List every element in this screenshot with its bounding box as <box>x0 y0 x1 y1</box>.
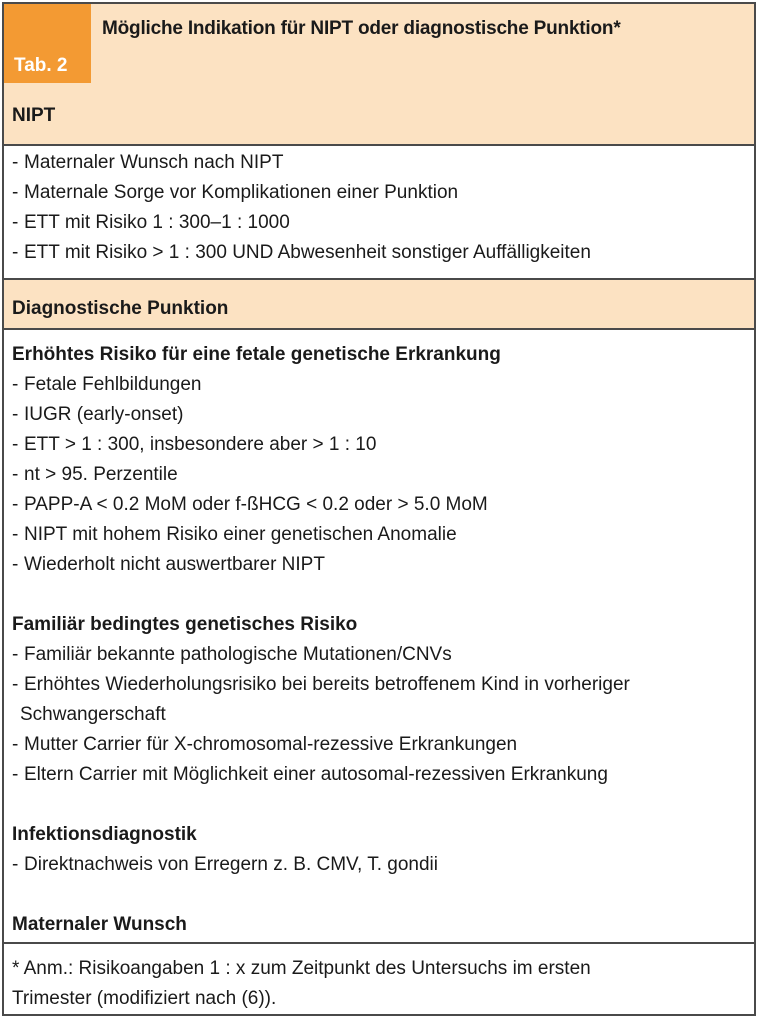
list-item: - ETT mit Risiko 1 : 300–1 : 1000 <box>12 212 290 233</box>
table-number-label <box>4 4 91 83</box>
group-heading-familial-risk: Familiär bedingtes genetisches Risiko <box>12 614 358 635</box>
list-item: - Familiär bekannte pathologische Mutationen/CNVs <box>12 644 452 665</box>
list-item: - Eltern Carrier mit Möglichkeit einer autosomal-rezessiven Erkrankung <box>12 764 608 785</box>
list-item: - Maternale Sorge vor Komplikationen einer Punktion <box>12 182 459 203</box>
table-title: Mögliche Indikation für NIPT oder diagnostische Punktion* <box>102 18 621 39</box>
indication-table <box>2 2 756 1016</box>
section-heading-nipt-text: NIPT <box>12 105 56 126</box>
list-item: - nt > 95. Perzentile <box>12 464 178 485</box>
group-heading-maternal-wish: Maternaler Wunsch <box>12 914 187 935</box>
footnote-divider <box>4 942 754 944</box>
list-item: - ETT mit Risiko > 1 : 300 UND Abwesenheit sonstiger Auffälligkeiten <box>12 242 591 263</box>
footnote-line-2: Trimester (modifiziert nach (6)). <box>12 988 277 1009</box>
section-heading-diagnostic <box>4 278 754 330</box>
list-item: - NIPT mit hohem Risiko einer genetischen Anomalie <box>12 524 457 545</box>
section-heading-nipt <box>4 83 754 146</box>
list-item: - IUGR (early-onset) <box>12 404 184 425</box>
group-heading-infection: Infektionsdiagnostik <box>12 824 197 845</box>
list-item: - Direktnachweis von Erregern z. B. CMV, T. gondii <box>12 854 438 875</box>
table-header <box>4 4 754 85</box>
footnote-line-1: * Anm.: Risikoangaben 1 : x zum Zeitpunkt des Untersuchs im ersten <box>12 958 591 979</box>
section-heading-diagnostic-text: Diagnostische Punktion <box>12 298 229 319</box>
list-item: - Wiederholt nicht auswertbarer NIPT <box>12 554 325 575</box>
list-item: - ETT > 1 : 300, insbesondere aber > 1 : 10 <box>12 434 377 455</box>
list-item-continuation: Schwangerschaft <box>20 704 166 725</box>
list-item: - Fetale Fehlbildungen <box>12 374 202 395</box>
table-number-text: Tab. 2 <box>14 55 68 76</box>
list-item: - Maternaler Wunsch nach NIPT <box>12 152 284 173</box>
list-item: - Mutter Carrier für X-chromosomal-rezessive Erkrankungen <box>12 734 518 755</box>
list-item: - PAPP-A < 0.2 MoM oder f-ßHCG < 0.2 oder > 5.0 MoM <box>12 494 488 515</box>
list-item: - Erhöhtes Wiederholungsrisiko bei bereits betroffenem Kind in vorheriger <box>12 674 630 695</box>
group-heading-fetal-risk: Erhöhtes Risiko für eine fetale genetische Erkrankung <box>12 344 501 365</box>
